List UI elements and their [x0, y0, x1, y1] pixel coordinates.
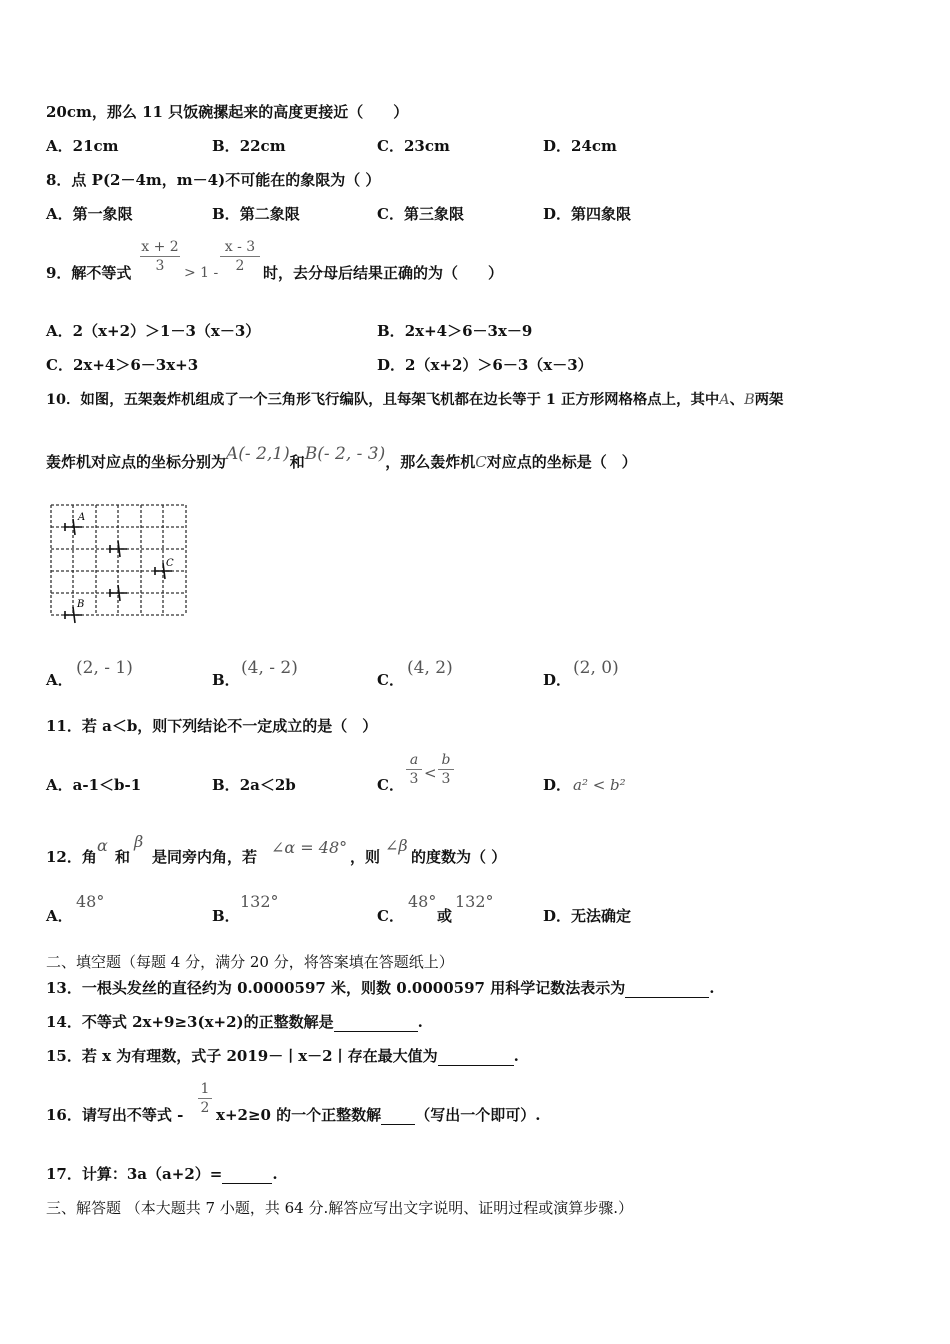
option-letter: A．: [46, 137, 73, 155]
grid-label-c: C: [166, 558, 174, 569]
q12-and: 和: [115, 848, 131, 866]
q7-option-b: [212, 136, 286, 156]
fraction-denominator: 3: [441, 771, 451, 787]
q12-option-b-text: 132°: [240, 892, 279, 911]
q9-option-b: [377, 321, 532, 341]
section-2-heading: 二、填空题（每题 4 分，满分 20 分，将答案填在答题纸上）: [46, 953, 454, 971]
q10-label-c: C: [475, 453, 487, 471]
option-text: 22cm: [239, 137, 286, 155]
option-letter: D．: [543, 137, 572, 155]
q12-option-c-text-a: 48°: [408, 892, 437, 911]
q15-text: 15．若 x 为有理数，式子 2019－丨x－2丨存在最大值为: [46, 1047, 438, 1065]
q16-end: （写出一个即可）.: [415, 1106, 541, 1124]
q17-end: .: [272, 1165, 278, 1183]
section-3-heading: 三、解答题 （本大题共 7 小题，共 64 分.解答应写出文字说明、证明过程或演算步骤.）: [46, 1199, 634, 1217]
fraction-numerator: b: [441, 752, 451, 768]
plane-icon: [109, 541, 127, 557]
option-text: 2x+4＞6－3x+3: [72, 356, 199, 374]
q9-fraction-2: [220, 238, 260, 275]
q8-option-c: [377, 204, 464, 224]
q15: [46, 1046, 519, 1066]
q7-option-a: [46, 136, 119, 156]
option-letter: C．: [46, 356, 73, 374]
option-text: 2a＜2b: [239, 776, 296, 794]
option-text: 2（x+2）＞6－3（x－3）: [405, 356, 593, 374]
q14-text: 14．不等式 2x+9≥3(x+2)的正整数解是: [46, 1013, 334, 1031]
q10-label-a: A: [719, 392, 730, 408]
q10-option-a-letter: A．: [46, 671, 73, 689]
answer-blank[interactable]: [381, 1108, 415, 1125]
answer-blank[interactable]: [222, 1167, 272, 1184]
q9-option-d: [377, 355, 593, 375]
option-letter: A．: [46, 776, 73, 794]
option-letter: C．: [377, 137, 404, 155]
option-text: 21cm: [72, 137, 119, 155]
option-text: 第三象限: [403, 205, 464, 223]
q10-option-a-text: (2, - 1): [76, 658, 133, 678]
q8-option-d: [543, 204, 631, 224]
q10-text: 轰炸机对应点的坐标分别为: [46, 453, 227, 471]
q7-stem: 20cm，那么 11 只饭碗摞起来的高度更接近（ ）: [46, 103, 409, 121]
q10-coord-a: A(- 2,1): [226, 444, 290, 464]
fraction-denominator: 2: [200, 1100, 210, 1116]
option-letter: B．: [212, 137, 240, 155]
q12-option-a-text: 48°: [76, 892, 105, 911]
q10-option-d-letter: D．: [543, 671, 572, 689]
option-letter: D．: [543, 205, 572, 223]
q10-option-d-text: (2, 0): [573, 658, 619, 678]
fraction-denominator: 3: [155, 258, 165, 274]
q10-line-1: [46, 390, 783, 410]
q17-text: 17．计算：3a（a+2）=: [46, 1165, 223, 1183]
q11-option-a: [46, 775, 141, 795]
q12-option-c-text-b: 132°: [455, 892, 494, 911]
option-text: 2（x+2）＞1－3（x－3）: [72, 322, 261, 340]
fraction-numerator: x + 2: [141, 239, 179, 255]
q12-angle-eq: ∠α = 48°: [271, 838, 348, 857]
q12-angle-beta: ∠β: [385, 836, 408, 855]
q7-option-d: [543, 136, 617, 156]
q12-end: 的度数为（ ）: [411, 848, 507, 866]
option-text: 2x+4＞6－3x－9: [404, 322, 533, 340]
q10-option-b-letter: B．: [212, 671, 240, 689]
option-letter: A．: [46, 205, 73, 223]
q12-option-d: [543, 906, 631, 926]
q12-option-a-letter: A．: [46, 907, 73, 925]
q10-label-b: B: [744, 392, 755, 408]
q17: [46, 1164, 278, 1184]
q13-end: .: [709, 979, 715, 997]
q7-option-c: [377, 136, 450, 156]
q12-beta: β: [134, 832, 144, 851]
answer-blank[interactable]: [625, 981, 709, 998]
q10-separator: 、: [729, 391, 745, 408]
option-letter: A．: [46, 322, 73, 340]
q8-option-b: [212, 204, 300, 224]
q11-option-b: [212, 775, 296, 795]
option-letter: C．: [377, 205, 404, 223]
option-letter: B．: [212, 776, 240, 794]
q10-line-2: [46, 444, 637, 472]
q9-suffix: 时，去分母后结果正确的为（ ）: [263, 264, 504, 282]
q9-option-a: [46, 321, 260, 341]
q16-fraction: [198, 1080, 212, 1117]
option-letter: D．: [543, 907, 572, 925]
q10-option-b-text: (4, - 2): [241, 658, 298, 678]
option-text: 23cm: [403, 137, 450, 155]
fraction-numerator: a: [409, 752, 419, 768]
q10-grid-figure: [46, 500, 191, 625]
q10-line1-end: 两架: [754, 391, 784, 408]
grid-label-a: A: [78, 512, 86, 523]
q9-option-c: [46, 355, 198, 375]
q11-option-d-letter: D．: [543, 776, 572, 794]
q9-middle: > 1 -: [184, 265, 219, 281]
q10-option-c-letter: C．: [377, 671, 404, 689]
q9-fraction-1: [140, 238, 180, 275]
fraction-numerator: 1: [200, 1081, 210, 1097]
q15-end: .: [513, 1047, 519, 1065]
option-letter: D．: [377, 356, 406, 374]
option-text: 第四象限: [571, 205, 632, 223]
answer-blank[interactable]: [334, 1015, 418, 1032]
option-text: 第一象限: [72, 205, 133, 223]
q11-less-than: <: [424, 764, 437, 782]
q16-suffix: x+2≥0 的一个正整数解: [216, 1106, 382, 1124]
q13: [46, 978, 714, 998]
q8-stem: 8．点 P(2－4m，m－4)不可能在的象限为（ ）: [46, 171, 381, 189]
q11-fraction-a: [406, 751, 422, 788]
q12-option-c-or: 或: [437, 907, 453, 925]
option-letter: B．: [377, 322, 405, 340]
fraction-denominator: 3: [409, 771, 419, 787]
q11-stem: 11．若 a＜b，则下列结论不一定成立的是（ ）: [46, 717, 378, 735]
q16-rest: [216, 1105, 540, 1125]
q11-fraction-b: [438, 751, 454, 788]
q12-option-c-letter: C．: [377, 907, 404, 925]
q10-text: ，那么轰炸机: [385, 453, 476, 471]
q14-end: .: [417, 1013, 423, 1031]
q12-then: ，则: [350, 848, 381, 866]
q13-text: 13．一根头发丝的直径约为 0.0000597 米，则数 0.0000597 用科学记数法表示为: [46, 979, 626, 997]
q12-alpha: α: [97, 836, 108, 855]
option-text: a-1＜b-1: [72, 776, 142, 794]
answer-blank[interactable]: [438, 1049, 514, 1066]
q11-option-c-letter: C．: [377, 776, 404, 794]
q12-mid: 是同旁内角，若: [152, 848, 258, 866]
q8-option-a: [46, 204, 133, 224]
plane-icon: [109, 585, 127, 601]
option-text: 第二象限: [239, 205, 300, 223]
q12-option-b-letter: B．: [212, 907, 240, 925]
option-text: 24cm: [571, 137, 617, 155]
q14: [46, 1012, 423, 1032]
q10-option-c-text: (4, 2): [407, 658, 453, 678]
option-text: 无法确定: [571, 907, 632, 925]
grid-label-b: B: [77, 599, 85, 610]
fraction-denominator: 2: [235, 258, 245, 274]
q10-text: 10．如图，五架轰炸机组成了一个三角形飞行编队，且每架飞机都在边长等于 1 正方形网格格点上，其中: [46, 391, 720, 408]
q11-option-d-text: a² < b²: [573, 776, 626, 794]
q10-coord-b: B(- 2, - 3): [304, 444, 386, 464]
q12-prefix: 12．角: [46, 848, 97, 866]
q10-text: 对应点的坐标是（ ）: [486, 453, 637, 471]
q9-prefix: 9．解不等式: [46, 264, 132, 282]
fraction-numerator: x - 3: [224, 239, 256, 255]
q10-and: 和: [289, 453, 305, 471]
q16-prefix: 16．请写出不等式 -: [46, 1106, 184, 1124]
option-letter: B．: [212, 205, 240, 223]
